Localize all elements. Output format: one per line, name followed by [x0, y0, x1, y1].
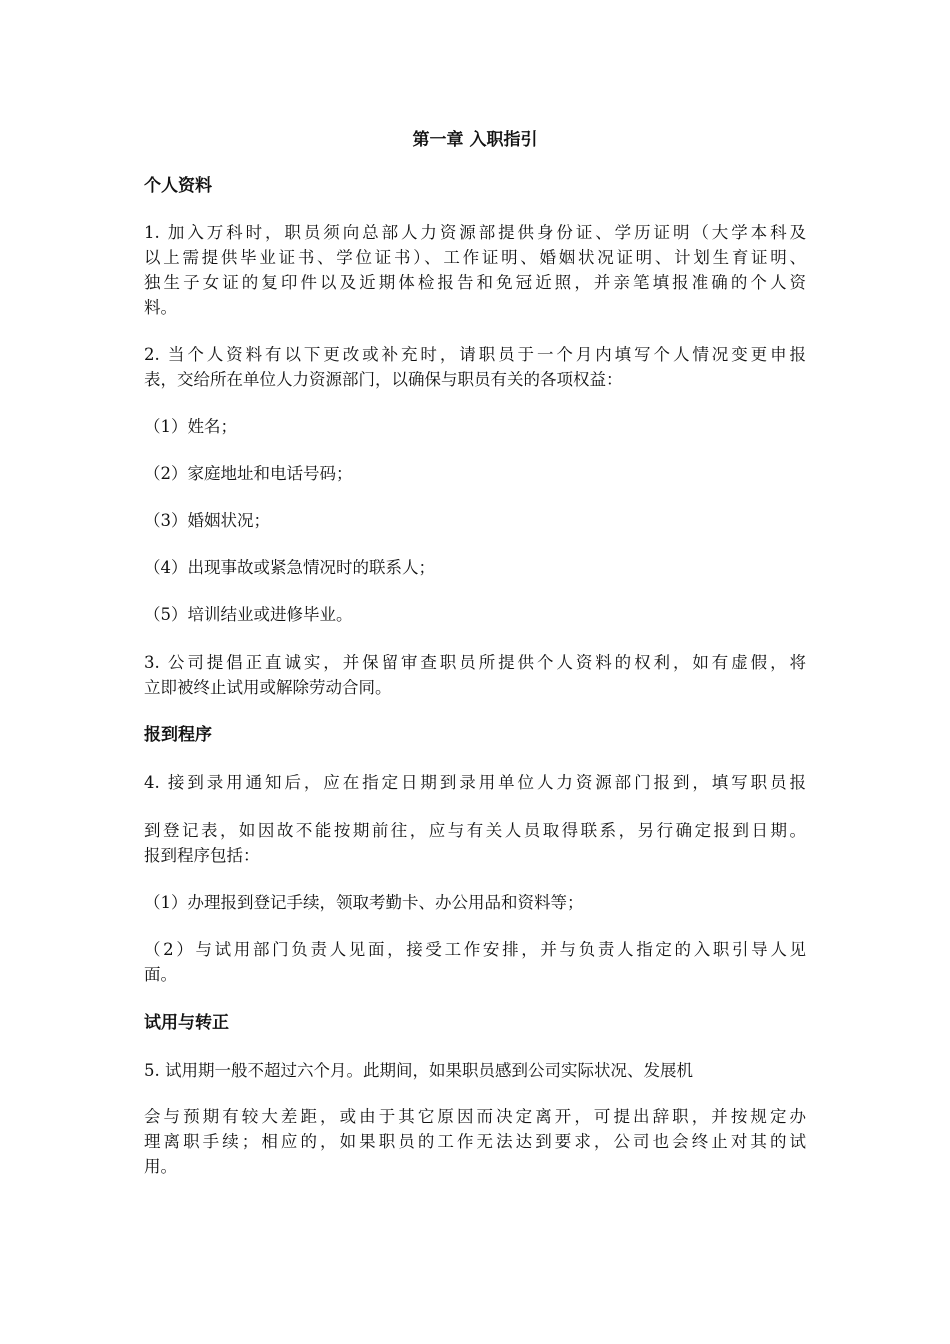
list-item: （2）与试用部门负责人见面，接受工作安排，并与负责人指定的入职引导人见 — [144, 940, 806, 959]
paragraph-line: 5. 试用期一般不超过六个月。此期间，如果职员感到公司实际状况、发展机 — [144, 1061, 693, 1080]
list-item: （1）办理报到登记手续，领取考勤卡、办公用品和资料等； — [144, 893, 584, 912]
paragraph-line: 报到程序包括： — [144, 846, 260, 865]
list-item: 面。 — [144, 965, 177, 984]
paragraph-line: 以上需提供毕业证书、学位证书）、工作证明、婚姻状况证明、计划生育证明、 — [144, 248, 806, 267]
paragraph-line: 表，交给所在单位人力资源部门，以确保与职员有关的各项权益： — [144, 370, 623, 389]
section-heading-personal-info: 个人资料 — [144, 176, 212, 196]
paragraph-line: 料。 — [144, 298, 177, 317]
chapter-title: 第一章 入职指引 — [412, 130, 538, 150]
paragraph-line: 1. 加入万科时，职员须向总部人力资源部提供身份证、学历证明（大学本科及 — [144, 223, 806, 242]
list-item: （3）婚姻状况； — [144, 511, 270, 530]
paragraph-line: 会与预期有较大差距，或由于其它原因而决定离开，可提出辞职，并按规定办 — [144, 1107, 806, 1126]
paragraph-line: 2. 当个人资料有以下更改或补充时，请职员于一个月内填写个人情况变更申报 — [144, 345, 806, 364]
paragraph-line: 3. 公司提倡正直诚实，并保留审查职员所提供个人资料的权利，如有虚假，将 — [144, 653, 806, 672]
section-heading-onboarding: 报到程序 — [144, 725, 212, 745]
list-item: （1）姓名； — [144, 417, 237, 436]
paragraph-line: 用。 — [144, 1157, 177, 1176]
section-heading-probation: 试用与转正 — [144, 1013, 229, 1033]
list-item: （2）家庭地址和电话号码； — [144, 464, 353, 483]
paragraph-line: 立即被终止试用或解除劳动合同。 — [144, 678, 392, 697]
list-item: （5）培训结业或进修毕业。 — [144, 605, 353, 624]
paragraph-line: 到登记表，如因故不能按期前往，应与有关人员取得联系，另行确定报到日期。 — [144, 821, 806, 840]
paragraph-line: 理离职手续；相应的，如果职员的工作无法达到要求，公司也会终止对其的试 — [144, 1132, 806, 1151]
paragraph-line: 独生子女证的复印件以及近期体检报告和免冠近照，并亲笔填报准确的个人资 — [144, 273, 806, 292]
paragraph-line: 4. 接到录用通知后，应在指定日期到录用单位人力资源部门报到，填写职员报 — [144, 773, 806, 792]
list-item: （4）出现事故或紧急情况时的联系人； — [144, 558, 435, 577]
